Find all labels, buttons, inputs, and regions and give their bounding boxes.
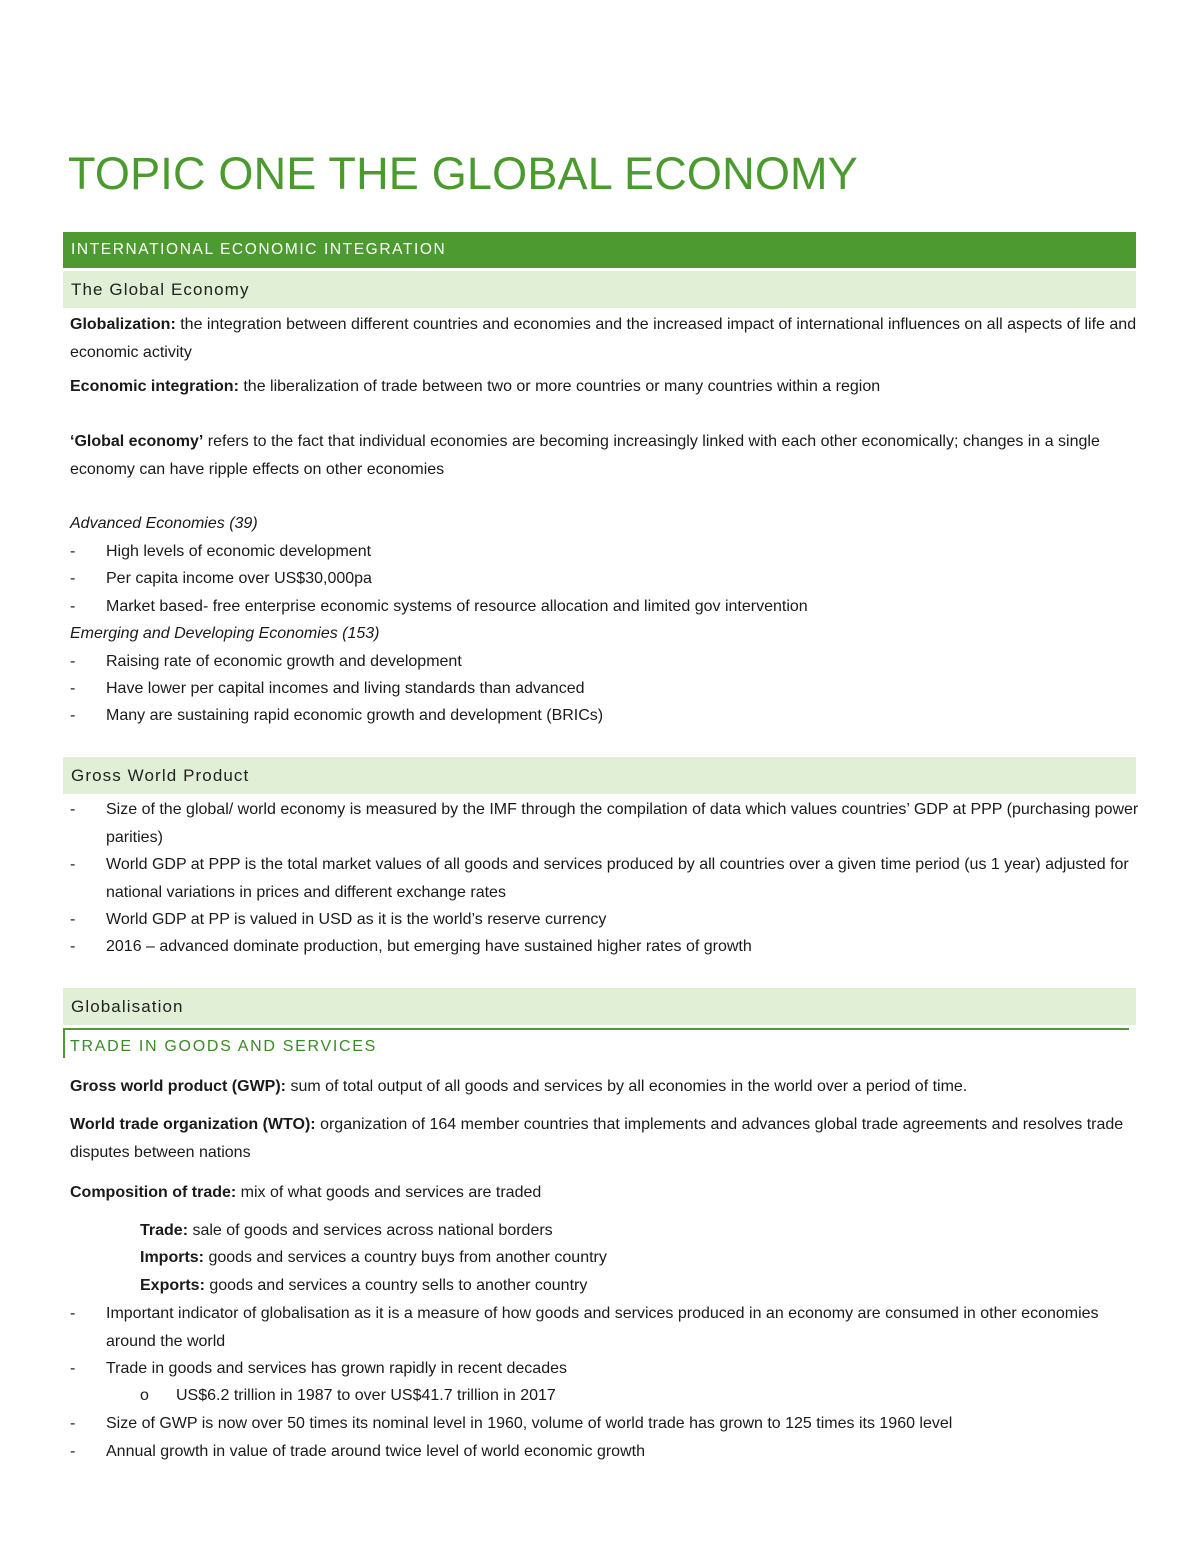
list-item: - 2016 – advanced dominate production, but emerging have sustained higher rates of growth <box>70 938 752 955</box>
term: Economic integration: <box>70 378 239 395</box>
list-item: - Have lower per capital incomes and living standards than advanced <box>70 680 585 697</box>
page-title: TOPIC ONE THE GLOBAL ECONOMY <box>68 148 858 199</box>
emerging-economies-label: Emerging and Developing Economies (153) <box>70 625 380 642</box>
list-item: - Size of the global/ world economy is measured by the IMF through the compilation of data which values countries’ GDP at PPP (purchasing power parities) <box>70 801 1139 846</box>
sub-list-item: o US$6.2 trillion in 1987 to over US$41.7 trillion in 2017 <box>140 1387 556 1404</box>
definition-text: organization of 164 member countries that implements and advances global trade agreements and resolves trade disputes between nations <box>70 1116 1124 1161</box>
definition-gwp <box>70 1073 1145 1101</box>
term: Gross world product (GWP): <box>70 1078 286 1095</box>
definition-exports: Exports: goods and services a country sells to another country <box>140 1277 588 1294</box>
list-item: - Trade in goods and services has grown rapidly in recent decades <box>70 1360 567 1377</box>
advanced-economies-label: Advanced Economies (39) <box>70 515 258 532</box>
list-item: - High levels of economic development <box>70 543 372 560</box>
list-item: - Many are sustaining rapid economic growth and development (BRICs) <box>70 707 604 724</box>
definition-text: refers to the fact that individual economies are becoming increasingly linked with each other economically; changes in a single economy can have ripple effects on other economies <box>70 433 1100 478</box>
term: Globalization: <box>70 316 176 333</box>
list-item: - Market based- free enterprise economic systems of resource allocation and limited gov intervention <box>70 598 808 615</box>
definition-text: the integration between different countries and economies and the increased impact of international influences on all aspects of life and economic activity <box>70 316 1137 361</box>
list-item: - Per capita income over US$30,000pa <box>70 570 372 587</box>
list-item: - World GDP at PPP is the total market values of all goods and services produced by all countries over a given time period (us 1 year) adjusted for national variations in prices and different exchange rates <box>70 856 1129 901</box>
list-item: - Size of GWP is now over 50 times its nominal level in 1960, volume of world trade has grown to 125 times its 1960 level <box>70 1415 953 1432</box>
list-item: - World GDP at PP is valued in USD as it is the world’s reserve currency <box>70 911 607 928</box>
definition-imports: Imports: goods and services a country buys from another country <box>140 1249 607 1266</box>
list-item: - Annual growth in value of trade around twice level of world economic growth <box>70 1443 645 1460</box>
heading-trade-in-goods: TRADE IN GOODS AND SERVICES <box>63 1028 1129 1058</box>
definition-trade: Trade: sale of goods and services across national borders <box>140 1222 553 1239</box>
term: World trade organization (WTO): <box>70 1116 316 1133</box>
section-heading-integration: INTERNATIONAL ECONOMIC INTEGRATION <box>63 232 1136 268</box>
definition-globalization <box>70 311 1145 366</box>
term: Composition of trade: <box>70 1184 237 1201</box>
subheading-globalisation: Globalisation <box>63 988 1136 1025</box>
subheading-gross-world-product: Gross World Product <box>63 757 1136 794</box>
definition-text: mix of what goods and services are traded <box>236 1184 542 1201</box>
definition-text: the liberalization of trade between two or more countries or many countries within a region <box>238 378 881 395</box>
definition-wto <box>70 1111 1145 1166</box>
subheading-global-economy: The Global Economy <box>63 271 1136 308</box>
definition-composition-of-trade <box>70 1179 1145 1207</box>
definition-text: sum of total output of all goods and services by all economies in the world over a period of time. <box>286 1078 968 1095</box>
definition-economic-integration <box>70 373 1145 401</box>
term: ‘Global economy’ <box>70 433 204 450</box>
list-item: - Important indicator of globalisation as it is a measure of how goods and services produced in an economy are consumed in other economies around the world <box>70 1305 1099 1350</box>
definition-global-economy <box>70 428 1145 483</box>
list-item: - Raising rate of economic growth and development <box>70 653 462 670</box>
